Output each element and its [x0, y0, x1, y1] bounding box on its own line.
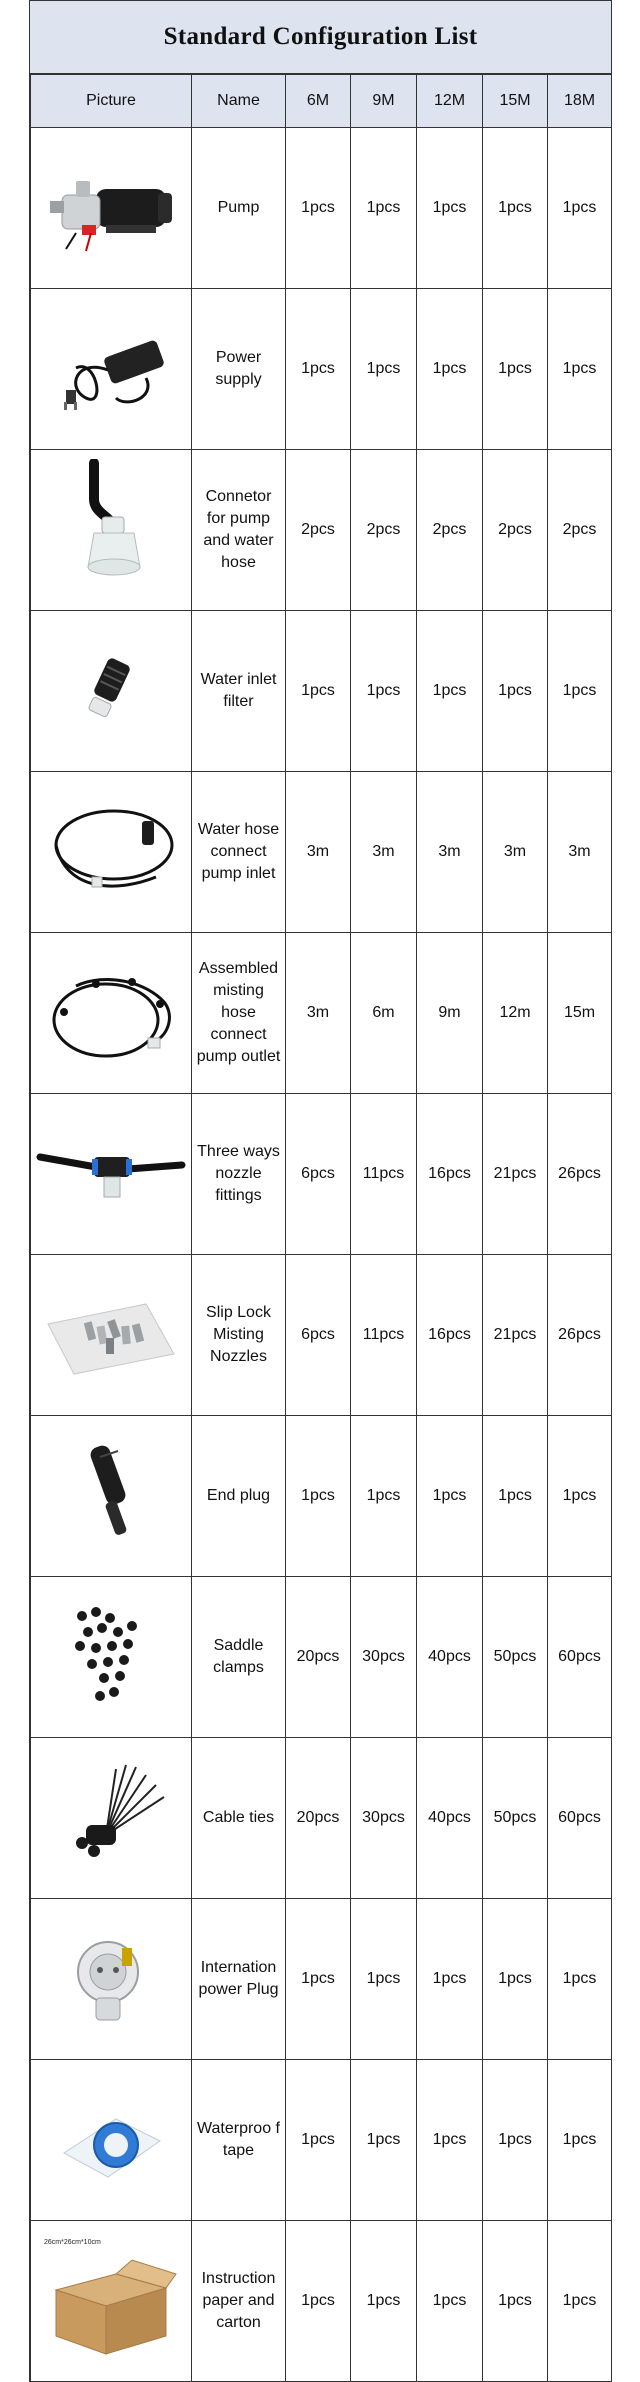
- qty-18m: 1pcs: [548, 2060, 612, 2221]
- qty-9m: 1pcs: [351, 2221, 417, 2382]
- picture-cell: [31, 2060, 192, 2221]
- picture-cell: [31, 1416, 192, 1577]
- qty-15m: 12m: [483, 933, 548, 1094]
- table-row: [31, 1416, 612, 1577]
- qty-6m: 3m: [286, 772, 351, 933]
- picture-cell: [31, 2221, 192, 2382]
- table-row: [31, 289, 612, 450]
- qty-9m: 11pcs: [351, 1094, 417, 1255]
- qty-18m: 15m: [548, 933, 612, 1094]
- qty-15m: 1pcs: [483, 2221, 548, 2382]
- qty-12m: 1pcs: [417, 611, 483, 772]
- item-name: Saddle clamps: [192, 1577, 286, 1738]
- item-name: Three ways nozzle fittings: [192, 1094, 286, 1255]
- qty-9m: 1pcs: [351, 289, 417, 450]
- table-row: [31, 933, 612, 1094]
- end-plug-icon: [36, 1425, 186, 1567]
- item-name: Assembled misting hose connect pump outlet: [192, 933, 286, 1094]
- column-header-name: Name: [192, 75, 286, 128]
- column-header-9m: 9M: [351, 75, 417, 128]
- qty-9m: 3m: [351, 772, 417, 933]
- item-name: Connetor for pump and water hose: [192, 450, 286, 611]
- qty-9m: 1pcs: [351, 1899, 417, 2060]
- hose-connector-icon: [36, 459, 186, 601]
- qty-6m: 1pcs: [286, 2060, 351, 2221]
- qty-18m: 60pcs: [548, 1577, 612, 1738]
- qty-12m: 40pcs: [417, 1577, 483, 1738]
- qty-18m: 1pcs: [548, 128, 612, 289]
- qty-6m: 20pcs: [286, 1577, 351, 1738]
- qty-15m: 21pcs: [483, 1094, 548, 1255]
- qty-6m: 1pcs: [286, 1416, 351, 1577]
- qty-18m: 1pcs: [548, 1416, 612, 1577]
- qty-15m: 1pcs: [483, 128, 548, 289]
- qty-9m: 1pcs: [351, 128, 417, 289]
- table-row: [31, 450, 612, 611]
- qty-15m: 1pcs: [483, 289, 548, 450]
- qty-9m: 2pcs: [351, 450, 417, 611]
- qty-15m: 2pcs: [483, 450, 548, 611]
- picture-cell: [31, 289, 192, 450]
- item-name: Instruction paper and carton: [192, 2221, 286, 2382]
- qty-18m: 26pcs: [548, 1255, 612, 1416]
- item-name: Power supply: [192, 289, 286, 450]
- table-row: [31, 772, 612, 933]
- table-row: [31, 2060, 612, 2221]
- qty-6m: 1pcs: [286, 611, 351, 772]
- column-header-15m: 15M: [483, 75, 548, 128]
- qty-6m: 3m: [286, 933, 351, 1094]
- qty-6m: 6pcs: [286, 1094, 351, 1255]
- page-title: Standard Configuration List: [30, 0, 611, 74]
- pump-icon: [36, 137, 186, 279]
- qty-18m: 1pcs: [548, 1899, 612, 2060]
- item-name: Waterproo f tape: [192, 2060, 286, 2221]
- power-plug-icon: [36, 1908, 186, 2050]
- misting-hose-icon: [36, 942, 186, 1084]
- picture-cell: [31, 1899, 192, 2060]
- qty-18m: 3m: [548, 772, 612, 933]
- item-name: End plug: [192, 1416, 286, 1577]
- tape-roll-icon: [36, 2069, 186, 2211]
- tee-fitting-icon: [36, 1103, 186, 1245]
- qty-18m: 1pcs: [548, 2221, 612, 2382]
- column-header-6m: 6M: [286, 75, 351, 128]
- qty-15m: 1pcs: [483, 1416, 548, 1577]
- column-header-18m: 18M: [548, 75, 612, 128]
- picture-cell: [31, 1094, 192, 1255]
- configuration-sheet: [29, 0, 612, 2382]
- power-adapter-icon: [36, 298, 186, 440]
- picture-cell: [31, 933, 192, 1094]
- qty-9m: 6m: [351, 933, 417, 1094]
- qty-6m: 1pcs: [286, 289, 351, 450]
- table-row: [31, 2221, 612, 2382]
- qty-9m: 30pcs: [351, 1577, 417, 1738]
- table-row: [31, 128, 612, 289]
- qty-6m: 2pcs: [286, 450, 351, 611]
- item-name: Internation power Plug: [192, 1899, 286, 2060]
- qty-12m: 1pcs: [417, 2060, 483, 2221]
- qty-6m: 20pcs: [286, 1738, 351, 1899]
- picture-cell: [31, 1577, 192, 1738]
- picture-cell: [31, 611, 192, 772]
- header-row: [31, 75, 612, 128]
- qty-6m: 1pcs: [286, 128, 351, 289]
- item-name: Slip Lock Misting Nozzles: [192, 1255, 286, 1416]
- qty-9m: 1pcs: [351, 611, 417, 772]
- qty-6m: 6pcs: [286, 1255, 351, 1416]
- picture-cell: [31, 772, 192, 933]
- qty-18m: 1pcs: [548, 611, 612, 772]
- qty-12m: 1pcs: [417, 1899, 483, 2060]
- table-row: [31, 1255, 612, 1416]
- table-row: [31, 1738, 612, 1899]
- qty-15m: 21pcs: [483, 1255, 548, 1416]
- inlet-filter-icon: [36, 620, 186, 762]
- table-row: [31, 1094, 612, 1255]
- qty-12m: 16pcs: [417, 1094, 483, 1255]
- qty-12m: 40pcs: [417, 1738, 483, 1899]
- qty-9m: 1pcs: [351, 1416, 417, 1577]
- qty-15m: 3m: [483, 772, 548, 933]
- qty-12m: 16pcs: [417, 1255, 483, 1416]
- qty-15m: 1pcs: [483, 611, 548, 772]
- table-row: [31, 611, 612, 772]
- qty-18m: 26pcs: [548, 1094, 612, 1255]
- inlet-hose-icon: [36, 781, 186, 923]
- qty-18m: 60pcs: [548, 1738, 612, 1899]
- configuration-table: [30, 74, 612, 2382]
- item-name: Pump: [192, 128, 286, 289]
- qty-12m: 1pcs: [417, 128, 483, 289]
- table-row: [31, 1899, 612, 2060]
- qty-15m: 1pcs: [483, 2060, 548, 2221]
- qty-6m: 1pcs: [286, 1899, 351, 2060]
- qty-6m: 1pcs: [286, 2221, 351, 2382]
- picture-cell: [31, 1255, 192, 1416]
- cable-ties-icon: [36, 1747, 186, 1889]
- item-name: Water hose connect pump inlet: [192, 772, 286, 933]
- qty-9m: 30pcs: [351, 1738, 417, 1899]
- nozzles-bag-icon: [36, 1264, 186, 1406]
- qty-12m: 2pcs: [417, 450, 483, 611]
- qty-9m: 1pcs: [351, 2060, 417, 2221]
- qty-12m: 1pcs: [417, 2221, 483, 2382]
- picture-cell: [31, 128, 192, 289]
- item-name: Cable ties: [192, 1738, 286, 1899]
- qty-18m: 1pcs: [548, 289, 612, 450]
- picture-cell: [31, 1738, 192, 1899]
- qty-15m: 50pcs: [483, 1738, 548, 1899]
- qty-12m: 3m: [417, 772, 483, 933]
- carton-size-caption: 26cm*26cm*10cm: [44, 2239, 101, 2246]
- saddle-clamps-icon: [36, 1586, 186, 1728]
- column-header-12m: 12M: [417, 75, 483, 128]
- column-header-picture: Picture: [31, 75, 192, 128]
- qty-12m: 9m: [417, 933, 483, 1094]
- qty-15m: 50pcs: [483, 1577, 548, 1738]
- table-row: [31, 1577, 612, 1738]
- picture-cell: [31, 450, 192, 611]
- item-name: Water inlet filter: [192, 611, 286, 772]
- qty-12m: 1pcs: [417, 1416, 483, 1577]
- qty-15m: 1pcs: [483, 1899, 548, 2060]
- qty-9m: 11pcs: [351, 1255, 417, 1416]
- qty-12m: 1pcs: [417, 289, 483, 450]
- qty-18m: 2pcs: [548, 450, 612, 611]
- carton-box-icon: [36, 2230, 186, 2372]
